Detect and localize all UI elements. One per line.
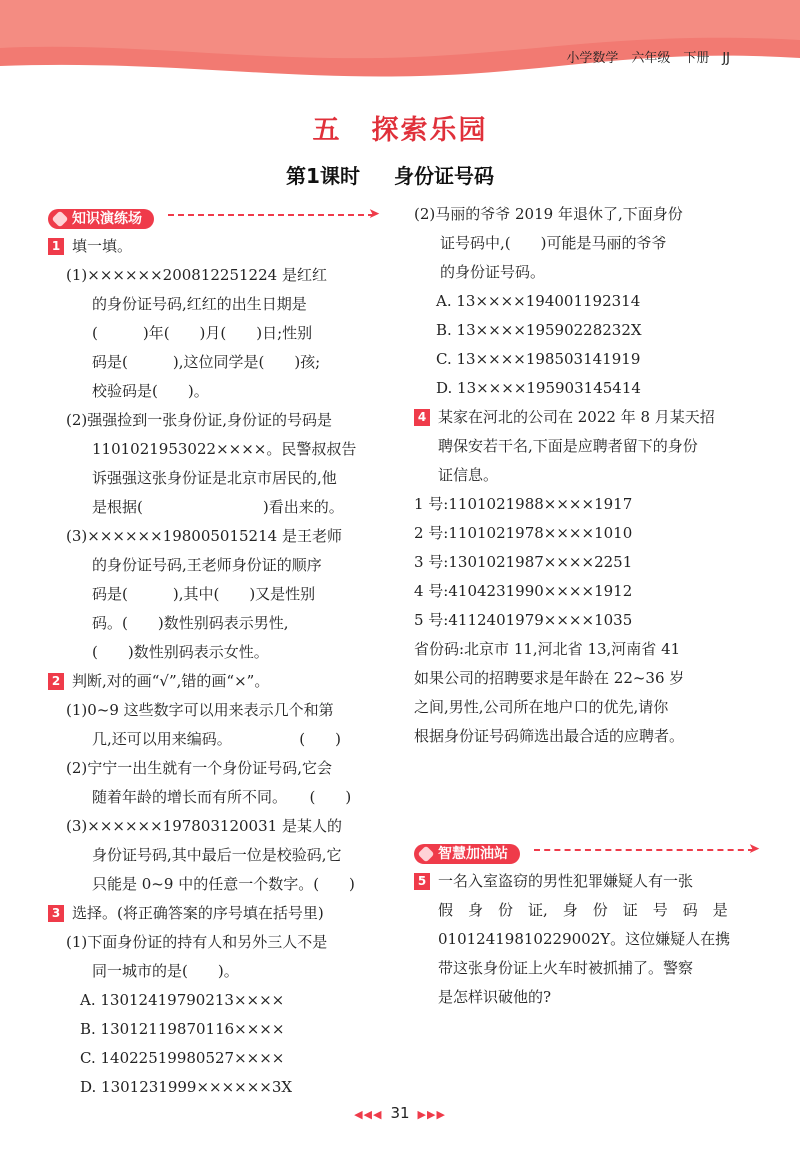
q2-3: (3)××××××197803120031 是某人的 身份证号码,其中最后一位是校验码,它 只能是 0~9 中的任意一个数字。( )	[66, 817, 355, 893]
question-2	[48, 667, 374, 696]
question-number: 5	[414, 873, 430, 890]
q3-part2	[414, 200, 754, 287]
left-arrows-icon: ◀◀◀	[354, 1108, 383, 1121]
q1-3: (3)××××××198005015214 是王老师 的身份证号码,王老师身份证的顺序 码是( ),其中( )又是性别 码。( )数性别码表示男性, ( )数性别码表示女性。	[66, 527, 342, 661]
q5-text: 一名入室盗窃的男性犯罪嫌疑人有一张 假 身 份 证, 身 份 证 号 码 是 01012419810229002Y。这位嫌疑人在携 带这张身份证上火车时被抓捕了。警察 是怎样识破他的?	[438, 872, 731, 1006]
header-band	[0, 0, 800, 80]
question-number: 3	[48, 905, 64, 922]
arrow-icon: ➤	[368, 206, 380, 222]
lesson-title	[0, 160, 780, 189]
chapter-number: 五	[312, 115, 342, 146]
q1-2: (2)强强捡到一张身份证,身份证的号码是 1101021953022××××。民警叔叔告 诉强强这张身份证是北京市居民的,他 是根据( )看出来的。	[66, 411, 357, 516]
option-d: D. 1301231999××××××3X	[80, 1078, 293, 1096]
option-b: B. 13××××19590228232X	[436, 321, 642, 339]
q2-2: (2)宁宁一出生就有一个身份证号码,它会 随着年龄的增长而有所不同。 ( )	[66, 759, 352, 806]
header-wave	[0, 0, 800, 80]
lesson-name: 身份证号码	[393, 164, 494, 188]
section-banner-bonus	[414, 839, 760, 863]
q3-1-stem: (1)下面身份证的持有人和另外三人不是 同一城市的是( )。	[66, 933, 328, 980]
q4-requirement: 如果公司的招聘要求是年龄在 22~36 岁 之间,男性,公司所在地户口的优先,请你 根据身份证号码筛选出最合适的应聘者。	[414, 669, 685, 745]
q4-id-list	[414, 490, 754, 751]
book-info: 小学数学 六年级 下册 JJ	[566, 51, 730, 66]
applicant-5: 5 号:4112401979××××1035	[414, 611, 633, 629]
question-number: 1	[48, 238, 64, 255]
chapter-name: 探索乐园	[371, 115, 488, 146]
applicant-2: 2 号:1101021978××××1010	[414, 524, 633, 542]
q3-2-stem: (2)马丽的爷爷 2019 年退休了,下面身份 证号码中,( )可能是马丽的爷爷 的身份证号码。	[414, 205, 683, 281]
left-column	[48, 204, 380, 1102]
q3-2-options	[414, 287, 754, 403]
province-codes: 省份码:北京市 11,河北省 13,河南省 41	[414, 640, 681, 658]
q2-1: (1)0~9 这些数字可以用来表示几个和第 几,还可以用来编码。 ( )	[66, 701, 341, 748]
chapter-title	[0, 108, 800, 147]
right-arrows-icon: ▶▶▶	[417, 1108, 446, 1121]
option-b: B. 13012119870116××××	[80, 1020, 285, 1038]
option-c: C. 13××××198503141919	[436, 350, 641, 368]
question-number: 2	[48, 673, 64, 690]
page-footer	[0, 1104, 800, 1122]
option-a: A. 13××××194001192314	[436, 292, 641, 310]
q3-part1	[48, 928, 374, 986]
question-4	[414, 403, 754, 490]
option-c: C. 14022519980527××××	[80, 1049, 285, 1067]
question-title: 选择。(将正确答案的序号填在括号里)	[72, 904, 324, 922]
section-tag: 知识演练场	[48, 209, 154, 229]
q3-1-options	[48, 986, 374, 1102]
question-3	[48, 899, 374, 928]
dashed-line	[168, 214, 374, 216]
question-number: 4	[414, 409, 430, 426]
question-title: 填一填。	[72, 237, 133, 255]
section-banner-practice	[48, 204, 380, 228]
section-tag: 智慧加油站	[414, 844, 520, 864]
applicant-1: 1 号:1101021988××××1917	[414, 495, 633, 513]
lesson-label: 第1课时	[286, 164, 360, 188]
right-column	[414, 200, 760, 1012]
arrow-icon: ➤	[748, 841, 760, 857]
q4-intro: 某家在河北的公司在 2022 年 8 月某天招 聘保安若干名,下面是应聘者留下的身份 证信息。	[438, 408, 715, 484]
q1-items	[48, 261, 374, 667]
page-number: 31	[390, 1104, 410, 1122]
question-title: 判断,对的画“√”,错的画“×”。	[72, 672, 270, 690]
question-1	[48, 232, 374, 261]
applicant-3: 3 号:1301021987××××2251	[414, 553, 633, 571]
option-a: A. 13012419790213××××	[80, 991, 285, 1009]
dashed-line	[534, 849, 754, 851]
applicant-4: 4 号:4104231990××××1912	[414, 582, 633, 600]
question-5	[414, 867, 754, 1012]
q2-items	[48, 696, 374, 899]
q1-1: (1)××××××200812251224 是红红 的身份证号码,红红的出生日期是 ( )年( )月( )日;性别 码是( ),这位同学是( )孩; 校验码是( )。	[66, 266, 327, 400]
option-d: D. 13××××195903145414	[436, 379, 641, 397]
